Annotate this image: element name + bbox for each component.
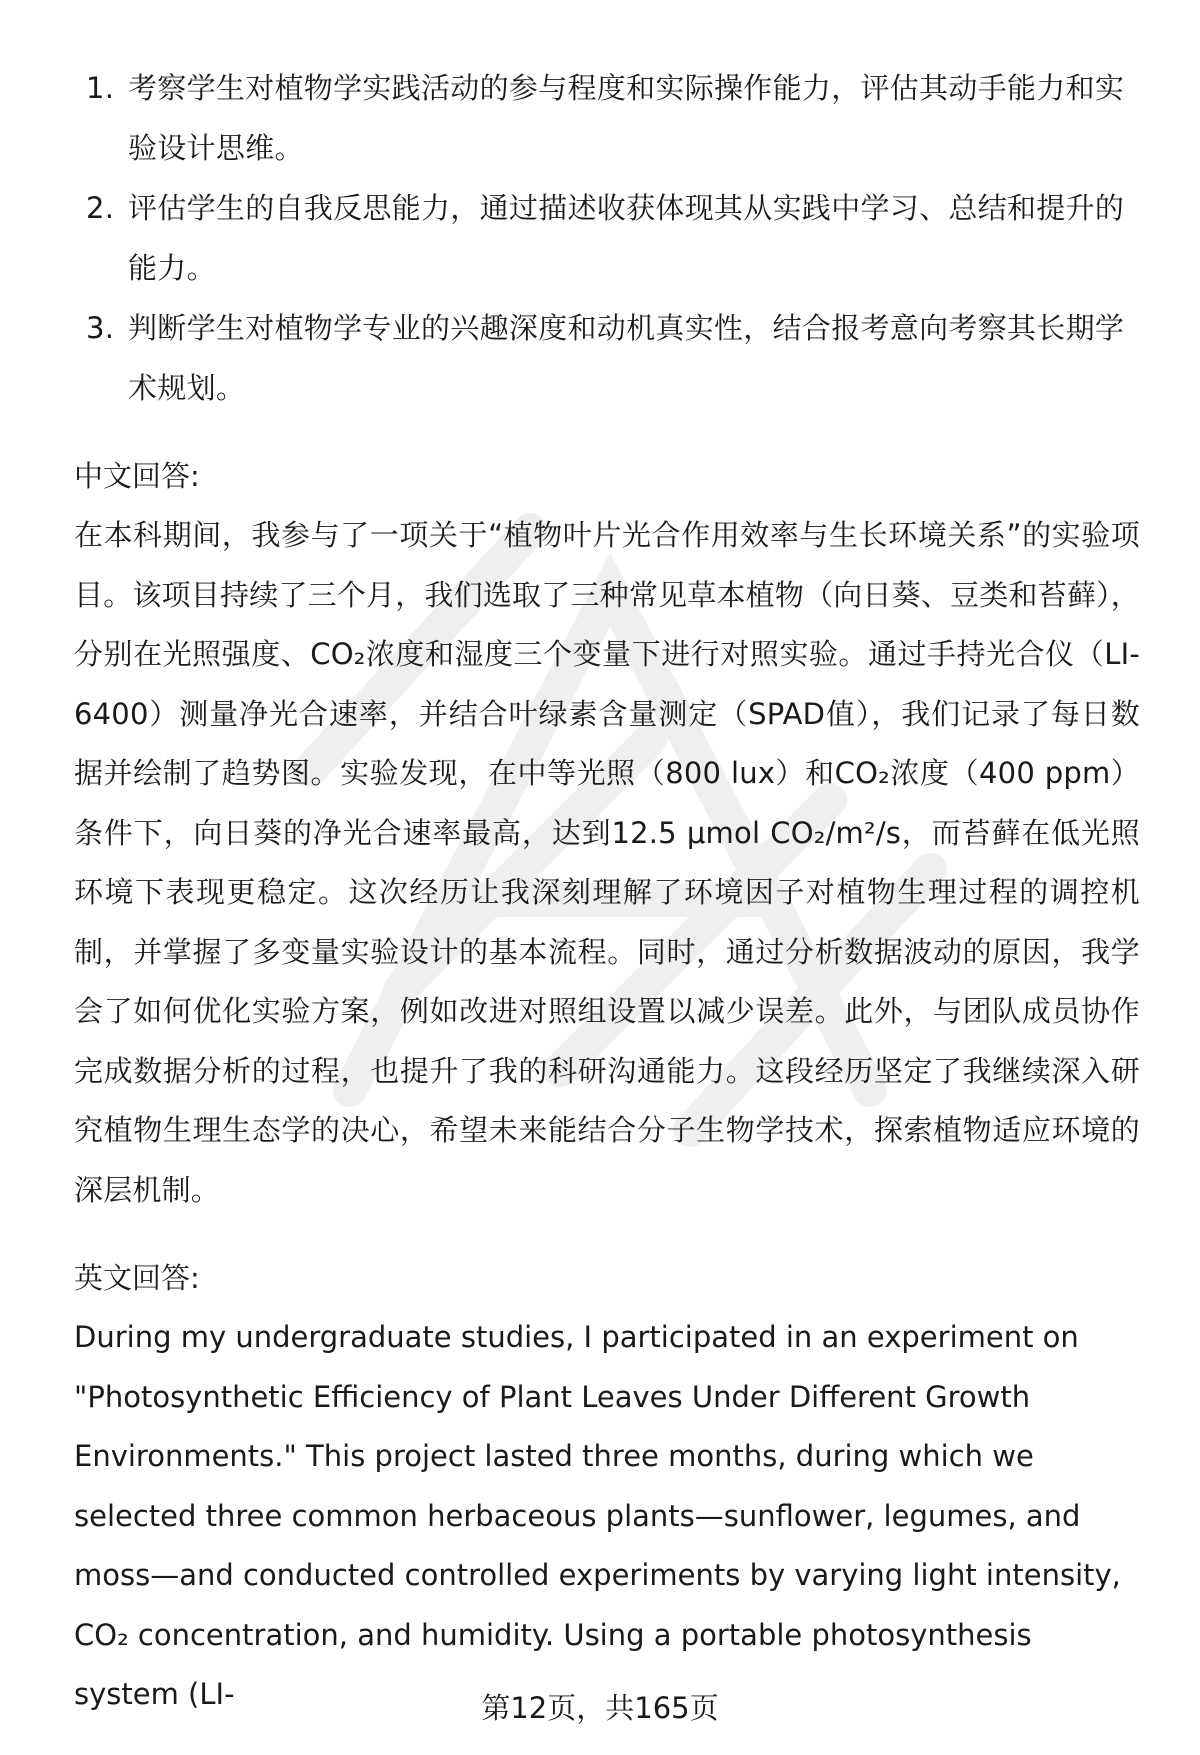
list-item-text: 考察学生对植物学实践活动的参与程度和实际操作能力，评估其动手能力和实验设计思维。 <box>128 71 1125 165</box>
list-item-number: 1. <box>86 71 115 105</box>
list-item-text: 判断学生对植物学专业的兴趣深度和动机真实性，结合报考意向考察其长期学术规划。 <box>128 311 1125 405</box>
page-number-footer: 第12页，共165页 <box>481 1691 719 1725</box>
list-item-text: 评估学生的自我反思能力，通过描述收获体现其从实践中学习、总结和提升的能力。 <box>128 191 1125 285</box>
criteria-list <box>74 58 1140 418</box>
list-item-number: 2. <box>86 191 115 225</box>
list-item <box>74 298 1140 418</box>
english-answer-paragraph: During my undergraduate studies, I participated in an experiment on "Photosynthetic Efficiency of Plant Leaves Under Different Growth Environments." This project lasted three months, during which we selected three common herbaceous plants—sunflower, legumes, and moss—and conducted controlled experiments by varying light intensity, CO₂ concentration, and humidity. Using a portable photosynthesis system (LI- <box>74 1320 1121 1711</box>
page-content <box>74 58 1140 1725</box>
chinese-answer-paragraph: 在本科期间，我参与了一项关于“植物叶片光合作用效率与生长环境关系”的实验项目。该项目持续了三个月，我们选取了三种常见草本植物（向日葵、豆类和苔藓），分别在光照强度、CO₂浓度和湿度三个变量下进行对照实验。通过手持光合仪（LI-6400）测量净光合速率，并结合叶绿素含量测定（SPAD值），我们记录了每日数据并绘制了趋势图。实验发现，在中等光照（800 lux）和CO₂浓度（400 ppm）条件下，向日葵的净光合速率最高，达到12.5 μmol CO₂/m²/s，而苔藓在低光照环境下表现更稳定。这次经历让我深刻理解了环境因子对植物生理过程的调控机制，并掌握了多变量实验设计的基本流程。同时，通过分析数据波动的原因，我学会了如何优化实验方案，例如改进对照组设置以减少误差。此外，与团队成员协作完成数据分析的过程，也提升了我的科研沟通能力。这段经历坚定了我继续深入研究植物生理生态学的决心，希望未来能结合分子生物学技术，探索植物适应环境的深层机制。 <box>74 518 1140 1207</box>
english-answer-label: 英文回答: <box>74 1261 200 1295</box>
list-item-number: 3. <box>86 311 115 345</box>
chinese-answer-label: 中文回答: <box>74 459 200 493</box>
list-item <box>74 178 1140 298</box>
list-item <box>74 58 1140 178</box>
